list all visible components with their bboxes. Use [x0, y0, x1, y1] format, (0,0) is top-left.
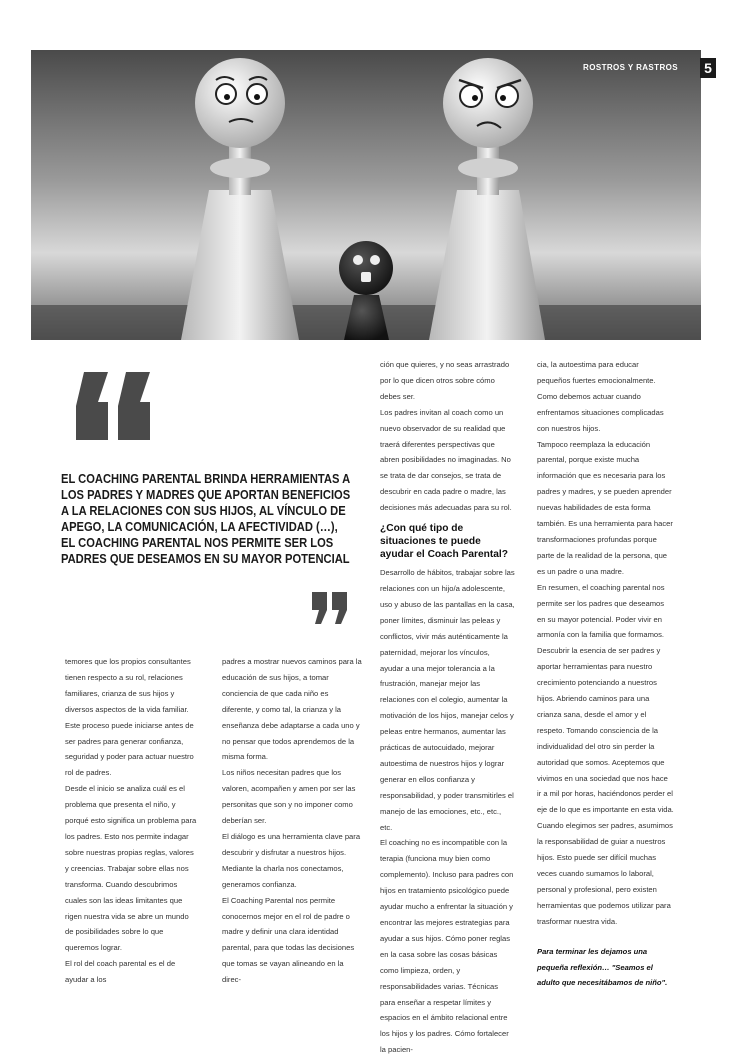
section-title: ROSTROS Y RASTROS — [583, 63, 678, 72]
open-quote-icon — [76, 372, 158, 440]
paragraph: Desde el inicio se analiza cuál es el problema que presenta el niño, y porqué esto significa un problema para los padres. Esto nos permite indagar sobre nuestras propias reglas, valores y creencias. Trabajar sobre ellas nos transforma. Cuando descubrimos cuales son las ideas limitantes que rigen nuestra vida se abre un mundo de posibilidades sobre lo que queremos lograr. — [65, 784, 197, 953]
page-number: 5 — [700, 58, 716, 78]
paragraph: En resumen, el coaching parental nos permite ser los padres que deseamos en su mayor potencial. Poder vivir en armonía con la familia que formamos. Descubrir la esencia de ser padres y aportar herramientas para nuestro crecimiento potenciando a nuestros hijos. Abriendo caminos para una crianza sana, desde el amor y el respeto. Tomando consciencia de la individualidad del otro sin perder la autoridad que somos. Aceptemos que vivimos en una sociedad que nos hace ir a mil por horas, haciéndonos perder el eje de lo que es importante en esta vida. Cuando elegimos ser padres, asumimos la responsabilidad de guiar a nuestros hijos. Esto puede ser difícil muchas veces cuando sumamos lo laboral, personal y profesional, pero existen herramientas que podemos utilizar para trasformar nuestra vida. — [537, 582, 674, 926]
paragraph: El Coaching Parental nos permite conocernos mejor en el rol de padre o madre y definir una clara identidad parental, para que todas las decisiones que tomas se vayan alineando en la direc- — [222, 895, 355, 985]
paragraph: ción que quieres, y no seas arrastrado por lo que dicen otros sobre cómo debes ser. — [380, 360, 510, 401]
paragraph: El rol del coach parental es el de ayudar a los — [65, 959, 176, 985]
section-heading: ¿Con qué tipo de situaciones te puede ayudar el Coach Parental? — [380, 523, 508, 561]
paragraph: cia, la autoestima para educar pequeños fuertes emocionalmente. Como debemos actuar cuando enfrentamos situaciones complicadas con nuestros hijos. — [537, 360, 664, 433]
article-column-1 — [65, 654, 197, 988]
paragraph: Los padres invitan al coach como un nuevo observador de su realidad que traerá diferentes perspectivas que abren posibilidades no imaginadas. No se trata de dar consejos, se trata de descubrir en cada padre o madre, las decisiones más adecuadas para su rol. — [380, 407, 512, 513]
paragraph: temores que los propios consultantes tienen respecto a su rol, relaciones familiares, crianza de sus hijos y diversos aspectos de la vida familiar. Este proceso puede iniciarse antes de ser padres para generar confianza, seguridad y poder para actuar nuestro rol de padres. — [65, 657, 194, 778]
close-quote-icon — [312, 592, 348, 624]
closing-reflection: Para terminar les dejamos una pequeña reflexión… "Seamos el adulto que necesitábamos de niño". — [537, 946, 668, 988]
article-column-4 — [537, 357, 674, 991]
paragraph: Tampoco reemplaza la educación parental, porque existe mucha información que es necesaria para los padres y madres, y se pueden aprender nuevas habilidades de esta forma también. Es una herramienta para hacer transformaciones profundas porque parte de la realidad de la persona, que es un padre o una madre. — [537, 439, 673, 576]
header-photo — [31, 50, 701, 340]
wooden-figures-photo — [31, 50, 701, 340]
paragraph: El diálogo es una herramienta clave para descubrir y disfrutar a nuestros hijos. Mediante la charla nos conectamos, generamos confianza. — [222, 831, 361, 889]
paragraph: Desarrollo de hábitos, trabajar sobre las relaciones con un hijo/a adolescente, uso y abuso de las pantallas en la casa, poner límites, disminuir las peleas y conflictos, vivir más auténticamente la paternidad, mejorar los vínculos, ayudar a una mejor tolerancia a la frustración, manejar mejor las relaciones con el colegio, aumentar la motivación de los hijos, manejar celos y peleas entre hermanos, aumentar las prácticas de autocuidado, mejorar autoestima de nuestros hijos y lograr generar en ellos confianza y responsabilidad, y poder transmitirles el manejo de las emociones, etc., etc., etc. — [380, 568, 515, 832]
article-column-3 — [380, 357, 515, 1058]
paragraph: Los niños necesitan padres que los valoren, acompañen y amen por ser las personitas que son y no imponer como deberían ser. — [222, 768, 356, 826]
article-column-2 — [222, 654, 362, 988]
paragraph: padres a mostrar nuevos caminos para la educación de sus hijos, a tomar conciencia de que cada niño es diferente, y como tal, la crianza y la enseñanza debe adaptarse a cada uno y no pensar que todos aprendemos de la misma forma. — [222, 657, 362, 762]
paragraph: El coaching no es incompatible con la terapia (funciona muy bien como complemento). Incluso para padres con hijos en tratamiento psicológico puede ayudar mucho a enfrentar la situación y encontrar las mejores estrategias para ayudar a sus hijos. Cómo poner reglas en la casa sobre las cosas básicas como limpieza, orden, y responsabilidades varias. Técnicas para enseñar a respetar límites y espacios en el ámbito relacional entre los hijos y los padres. Cómo fortalecer la pacien- — [380, 838, 514, 1055]
pull-quote: EL COACHING PARENTAL BRINDA HERRAMIENTAS A LOS PADRES Y MADRES QUE APORTAN BENEFICIOS A LA RELACIONES CON SUS HIJOS, AL VÍNCULO DE APEGO, LA COMUNICACIÓN, LA AFECTIVIDAD (…), EL COACHING PARENTAL NOS PERMITE SER LOS PADRES QUE DESEAMOS EN SU MAYOR POTENCIAL — [61, 471, 351, 567]
